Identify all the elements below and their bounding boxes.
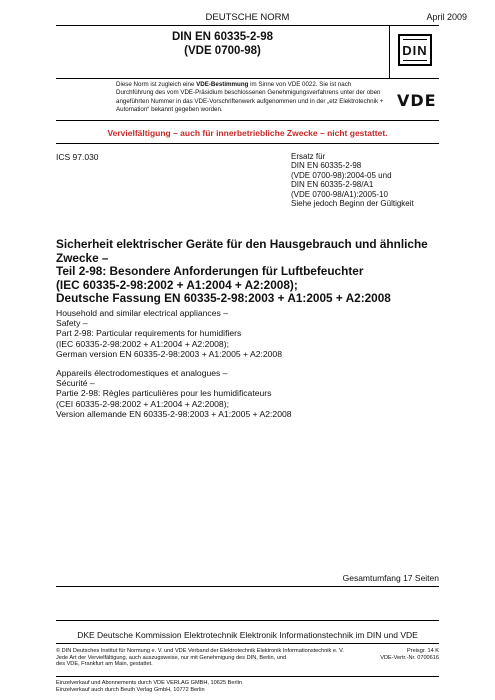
replacement-line: Ersatz für [291, 152, 326, 161]
replacement-line: Siehe jedoch Beginn der Gültigkeit [291, 199, 414, 209]
sales-info [56, 680, 242, 693]
copyright-line: © DIN Deutsches Institut für Normung e. V. und VDE Verband der Elektrotechnik Elektronik Informationstechnik e. V. [56, 648, 344, 654]
sales-line: Einzelverkauf und Abonnements durch VDE VERLAG GMBH, 10625 Berlin [56, 680, 242, 686]
vde-note-rest: im Sinne von VDE 0022. Sie ist nach Durchführung des vom VDE-Präsidium beschlossenen Genehmigungsverfahrens unter der oben angeführten Nummer in das VDE-Vorschriftenwerk aufgenommen und in der „etz Elektrotechnik + Automation“ bekannt gegeben worden. [116, 81, 384, 113]
title-french-line: Appareils électrodomestiques et analogues – [56, 368, 228, 378]
copyright-line: Jede Art der Vervielfältigung, auch auszugsweise, nur mit Genehmigung des DIN, Berlin, und [56, 654, 287, 661]
title-english-line: Part 2-98: Particular requirements for humidifiers [56, 328, 242, 339]
vde-note [116, 81, 389, 114]
title-german-line: Sicherheit elektrischer Geräte für den Hausgebrauch und ähnliche [56, 237, 428, 251]
title-french [56, 368, 446, 419]
title-german-line: Teil 2-98: Besondere Anforderungen für Luftbefeuchter [56, 264, 364, 279]
publication-date: April 2009 [426, 12, 467, 22]
title-german-line: (IEC 60335-2-98:2002 + A1:2004 + A2:2008); [56, 277, 298, 292]
pages-rule [56, 586, 439, 587]
standard-number-block [56, 30, 389, 58]
title-german [56, 238, 446, 306]
committee-top-rule [56, 620, 439, 621]
replacement-line: DIN EN 60335-2-98/A1 [291, 180, 374, 190]
notice-rule [56, 143, 439, 144]
title-english-line: Safety – [56, 318, 88, 329]
top-rule [56, 25, 439, 26]
copyright-line: des VDE, Frankfurt am Main, gestattet. [56, 661, 153, 668]
committee-name: DKE Deutsche Kommission Elektrotechnik Elektronik Informationstechnik im DIN und VDE [77, 630, 418, 640]
title-english-line: German version EN 60335-2-98:2003 + A1:2005 + A2:2008 [56, 348, 282, 359]
replacement-line: (VDE 0700-98):2004-05 und [291, 170, 392, 180]
vde-note-bold: VDE-Bestimmung [196, 81, 249, 88]
vde-note-intro: Diese Norm ist zugleich eine [116, 81, 197, 88]
title-english-line: Household and similar electrical appliances – [56, 308, 228, 318]
title-german-line: Deutsche Fassung EN 60335-2-98:2003 + A1:2005 + A2:2008 [56, 291, 391, 306]
reproduction-notice: Vervielfältigung – auch für innerbetriebliche Zwecke – nicht gestattet. [107, 128, 388, 138]
header-rule [56, 78, 439, 79]
total-pages: Gesamtumfang 17 Seiten [342, 573, 439, 583]
sales-line: Einzelverkauf auch durch Beuth Verlag GmbH, 10772 Berlin [56, 686, 205, 693]
norm-type-label: DEUTSCHE NORM [205, 12, 290, 23]
title-english-line: (IEC 60335-2-98:2002 + A1:2004 + A2:2008); [56, 338, 229, 349]
price-block [380, 648, 439, 661]
committee-bottom-rule [56, 643, 439, 644]
footer-rule [56, 676, 439, 677]
title-french-line: Partie 2-98: Règles particulières pour les humidificateurs [56, 388, 272, 399]
note-rule [56, 120, 439, 121]
title-german-line: Zwecke – [56, 250, 109, 265]
standard-number: DIN EN 60335-2-98 [172, 31, 273, 43]
vde-logo: VDE [397, 91, 437, 110]
title-french-line: Version allemande EN 60335-2-98:2003 + A1:2005 + A2:2008 [56, 408, 292, 419]
title-french-line: (CEI 60335-2-98:2002 + A1:2004 + A2:2008); [56, 398, 229, 409]
price-group: Preisgr. 14 K [406, 648, 439, 654]
replacement-line: DIN EN 60335-2-98 [291, 161, 362, 171]
vde-contract-number: VDE-Vertr.-Nr. 0700616 [380, 654, 439, 661]
din-logo-text: DIN [402, 43, 428, 58]
logo-divider [389, 25, 390, 78]
title-english [56, 308, 446, 359]
copyright-notice [56, 648, 372, 668]
ics-code: ICS 97.030 [56, 152, 99, 162]
replacement-line: (VDE 0700-98/A1):2005-10 [291, 189, 388, 199]
title-french-line: Sécurité – [56, 378, 95, 389]
replacement-block [291, 152, 414, 208]
vde-number: (VDE 0700-98) [184, 45, 261, 57]
din-logo [398, 34, 432, 66]
